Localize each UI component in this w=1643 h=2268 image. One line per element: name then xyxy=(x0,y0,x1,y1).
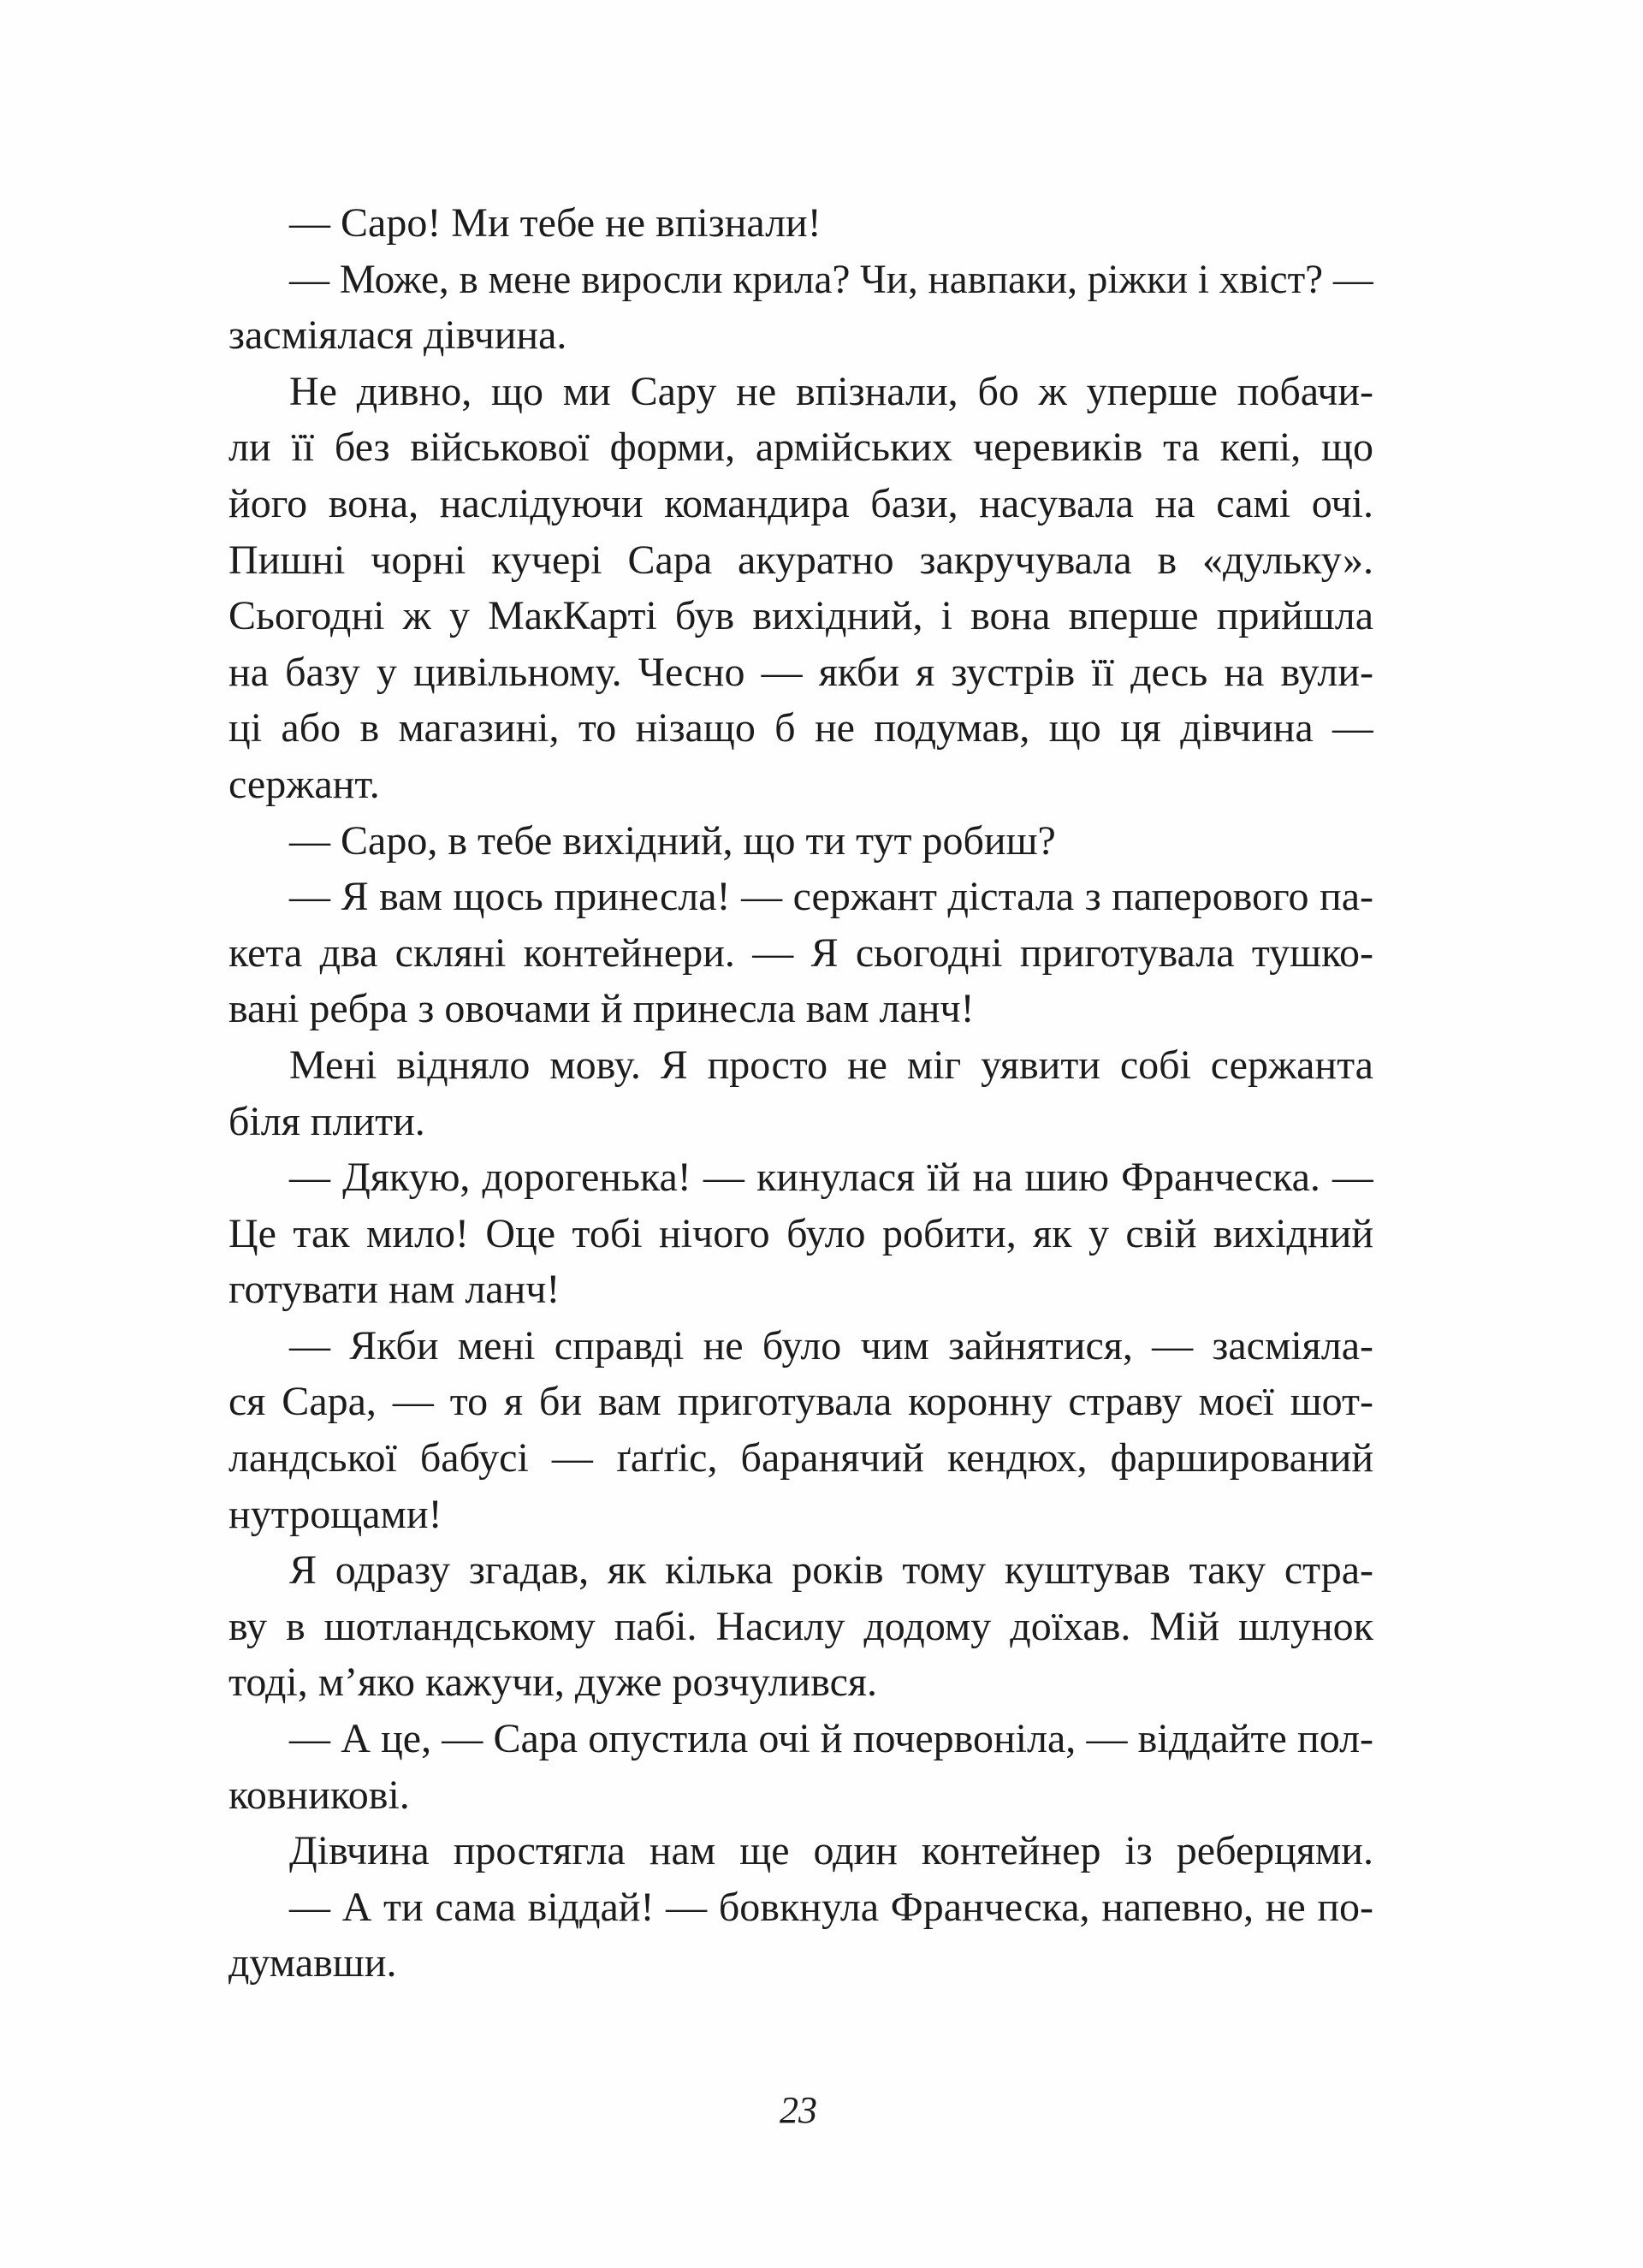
text-line-content: засміялася дівчина. xyxy=(228,312,567,359)
text-line-content: — Я вам щось принесла! — сержант дістала з паперового па- xyxy=(289,874,1373,920)
text-line-content: готувати нам ланч! xyxy=(228,1267,561,1313)
text-line xyxy=(228,1599,1373,1655)
text-line xyxy=(228,1711,1373,1767)
text-line-content: ли її без військової форми, армійських черевиків та кепі, що xyxy=(228,425,1373,471)
text-line-content: Це так мило! Оце тобі нічого було робити, як у свій вихідний xyxy=(228,1210,1373,1256)
text-line xyxy=(228,869,1373,925)
text-line-content: ландської бабусі — ґаґґіс, баранячий кендюх, фарширований xyxy=(228,1435,1373,1481)
text-line xyxy=(228,419,1373,476)
text-line xyxy=(228,1767,1373,1824)
text-line-content: Сьогодні ж у МакКарті був вихідний, і вона вперше прийшла xyxy=(228,593,1373,639)
text-line-content: — Саро! Ми тебе не впізнали! xyxy=(289,200,822,246)
text-line xyxy=(228,1430,1373,1487)
text-line xyxy=(228,1935,1373,1992)
text-line-content: його вона, наслідуючи командира бази, насувала на самі очі. xyxy=(228,480,1373,526)
text-line xyxy=(228,252,1373,308)
text-line xyxy=(228,195,1373,252)
text-line xyxy=(228,757,1373,813)
text-line-content: ці або в магазині, то нізащо б не подумав, що ця дівчина — xyxy=(228,705,1373,751)
text-line-content: — А це, — Сара опустила очі й почервоніла, — віддайте пол- xyxy=(289,1716,1373,1762)
text-line-content: на базу у цивільному. Чесно — якби я зустрів її десь на вули- xyxy=(228,649,1373,695)
text-line-content: ву в шотландському пабі. Насилу додому доїхав. Мій шлунок xyxy=(228,1603,1373,1649)
text-line-content: — А ти сама віддай! — бовкнула Франческа, напевно, не по- xyxy=(289,1884,1373,1930)
text-line xyxy=(228,1374,1373,1430)
text-line xyxy=(228,1654,1373,1711)
text-line xyxy=(228,1037,1373,1094)
text-line xyxy=(228,1149,1373,1206)
text-line-content: біля плити. xyxy=(228,1098,425,1144)
text-line-content: кета два скляні контейнери. — Я сьогодні приготувала тушко- xyxy=(228,929,1373,976)
text-line xyxy=(228,1879,1373,1936)
text-line-content: нутрощами! xyxy=(228,1491,442,1537)
text-line-content: — Дякую, дорогенька! — кинулася їй на шию Франческа. — xyxy=(289,1155,1373,1201)
text-line xyxy=(228,1823,1373,1879)
text-line xyxy=(228,364,1373,420)
text-line xyxy=(228,981,1373,1037)
text-line xyxy=(228,644,1373,701)
text-line xyxy=(228,813,1373,870)
text-line-content: — Саро, в тебе вихідний, що ти тут робиш? xyxy=(289,817,1056,864)
text-line xyxy=(228,1542,1373,1599)
text-line xyxy=(228,532,1373,589)
text-line-content: — Якби мені справді не було чим зайнятися, — засміяла- xyxy=(289,1322,1373,1369)
text-line-content: тоді, м’яко кажучи, дуже розчулився. xyxy=(228,1659,877,1706)
text-line-content: думавши. xyxy=(228,1940,397,1986)
text-line-content: Я одразу згадав, як кілька років тому куштував таку стра- xyxy=(289,1547,1373,1594)
text-line xyxy=(228,476,1373,532)
page-number: 23 xyxy=(780,2089,817,2131)
text-line xyxy=(228,1094,1373,1150)
text-line-content: вані ребра з овочами й принесла вам ланч! xyxy=(228,986,975,1032)
text-line-content: — Може, в мене виросли крила? Чи, навпаки, ріжки і хвіст? — xyxy=(289,256,1373,302)
text-line xyxy=(228,1487,1373,1543)
text-line xyxy=(228,1262,1373,1318)
text-line-content: Пишні чорні кучері Сара акуратно закручувала в «дульку». xyxy=(228,537,1373,583)
text-line xyxy=(228,1318,1373,1374)
text-line xyxy=(228,700,1373,757)
text-line-content: ковникові. xyxy=(228,1772,410,1818)
text-line-content: Мені відняло мову. Я просто не міг уявити собі сержанта xyxy=(289,1042,1373,1088)
text-line-content: ся Сара, — то я би вам приготувала коронну страву моєї шот- xyxy=(228,1379,1373,1425)
text-line-content: Дівчина простягла нам ще один контейнер із реберцями. xyxy=(289,1828,1373,1874)
text-line xyxy=(228,307,1373,364)
text-line-content: сержант. xyxy=(228,761,380,807)
text-line xyxy=(228,925,1373,982)
text-line-content: Не дивно, що ми Сару не впізнали, бо ж уперше побачи- xyxy=(289,368,1373,414)
body-text xyxy=(228,195,1373,1992)
text-line xyxy=(228,588,1373,644)
text-line xyxy=(228,1206,1373,1262)
